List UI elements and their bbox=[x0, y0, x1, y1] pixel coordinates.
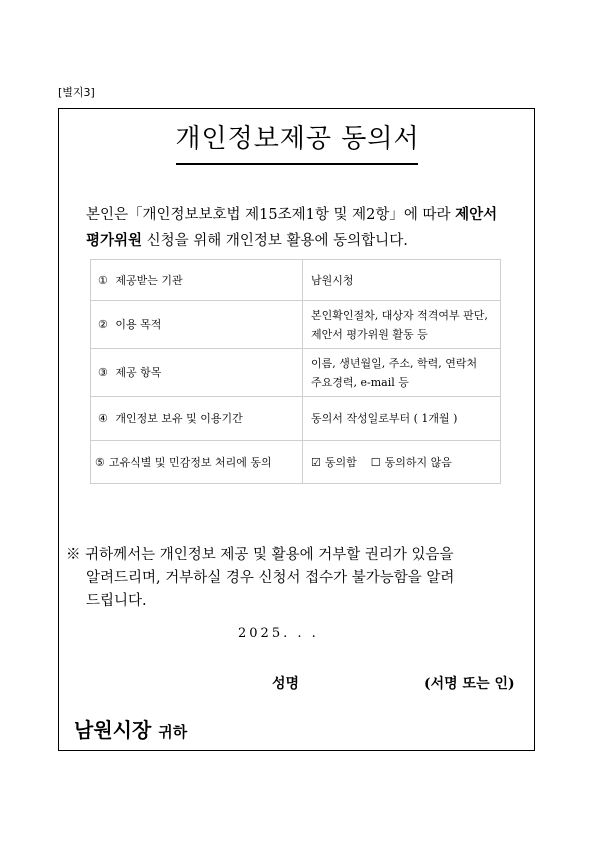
row-value-line: 동의서 작성일로부터 ( 1개월 ) bbox=[311, 412, 458, 425]
row-number: ① bbox=[98, 273, 108, 287]
intro-text-1: 본인은「개인정보보호법 제15조제1항 및 제2항」에 따라 bbox=[86, 207, 456, 223]
row-label bbox=[91, 301, 303, 349]
addressee-name: 남원시장 bbox=[74, 718, 152, 742]
table-row bbox=[91, 260, 501, 301]
notice-paragraph bbox=[66, 544, 532, 613]
row-label-text: 이용 목적 bbox=[115, 318, 162, 331]
row-number: ④ bbox=[98, 412, 108, 425]
checkbox-empty-icon[interactable]: ☐ bbox=[370, 455, 381, 469]
agree-label: 동의함 bbox=[324, 455, 357, 469]
intro-bold-1: 제안서 bbox=[455, 206, 498, 223]
table-row bbox=[91, 301, 501, 349]
row-value bbox=[303, 260, 501, 301]
row-value bbox=[303, 349, 501, 397]
row-value-line: 본인확인절차, 대상자 적격여부 판단, bbox=[311, 308, 488, 322]
row-value-line: 이름, 생년월일, 주소, 학력, 연락처 bbox=[311, 356, 478, 370]
row-label-text: 제공 항목 bbox=[115, 366, 162, 379]
signature-name-label: 성명 bbox=[272, 676, 300, 692]
row-number: ⑤ bbox=[95, 455, 105, 469]
intro-paragraph bbox=[86, 202, 530, 254]
intro-bold-2: 평가위원 bbox=[86, 232, 143, 249]
table-row bbox=[91, 397, 501, 441]
table-row bbox=[91, 349, 501, 397]
checkbox-checked-icon[interactable]: ☑ bbox=[311, 455, 321, 469]
row-label bbox=[91, 260, 303, 301]
row-label bbox=[91, 397, 303, 441]
row-label-text: 고유식별 및 민감정보 처리에 동의 bbox=[108, 455, 272, 469]
row-value bbox=[303, 397, 501, 441]
addressee-suffix: 귀하 bbox=[158, 723, 188, 741]
disagree-label: 동의하지 않음 bbox=[384, 455, 452, 469]
row-value-line: 주요경력, e-mail 등 bbox=[311, 375, 409, 389]
table-row bbox=[91, 441, 501, 484]
consent-table bbox=[90, 259, 501, 484]
intro-text-2: 신청을 위해 개인정보 활용에 동의합니다. bbox=[142, 233, 408, 249]
signature-note: (서명 또는 인) bbox=[424, 676, 515, 692]
page-title: 개인정보제공 동의서 bbox=[175, 124, 420, 154]
row-number: ③ bbox=[98, 366, 108, 379]
addressee bbox=[74, 714, 187, 743]
row-value-line: 제안서 평가위원 활동 등 bbox=[311, 327, 428, 341]
notice-line: 드립니다. bbox=[86, 593, 147, 609]
row-value-line: 남원시청 bbox=[311, 273, 354, 287]
title-underline bbox=[176, 163, 418, 165]
date-field: 2025. . . bbox=[238, 626, 319, 641]
row-value bbox=[303, 301, 501, 349]
row-label bbox=[91, 349, 303, 397]
row-label bbox=[91, 441, 303, 484]
notice-line: ※ 귀하께서는 개인정보 제공 및 활용에 거부할 권리가 있음을 bbox=[66, 547, 454, 563]
row-label-text: 제공받는 기관 bbox=[115, 273, 183, 287]
notice-line: 알려드리며, 거부하실 경우 신청서 접수가 불가능함을 알려 bbox=[86, 570, 455, 586]
row-number: ② bbox=[98, 318, 108, 331]
row-value bbox=[303, 441, 501, 484]
form-tag: [별지3] bbox=[58, 86, 95, 99]
row-label-text: 개인정보 보유 및 이용기간 bbox=[115, 412, 243, 425]
